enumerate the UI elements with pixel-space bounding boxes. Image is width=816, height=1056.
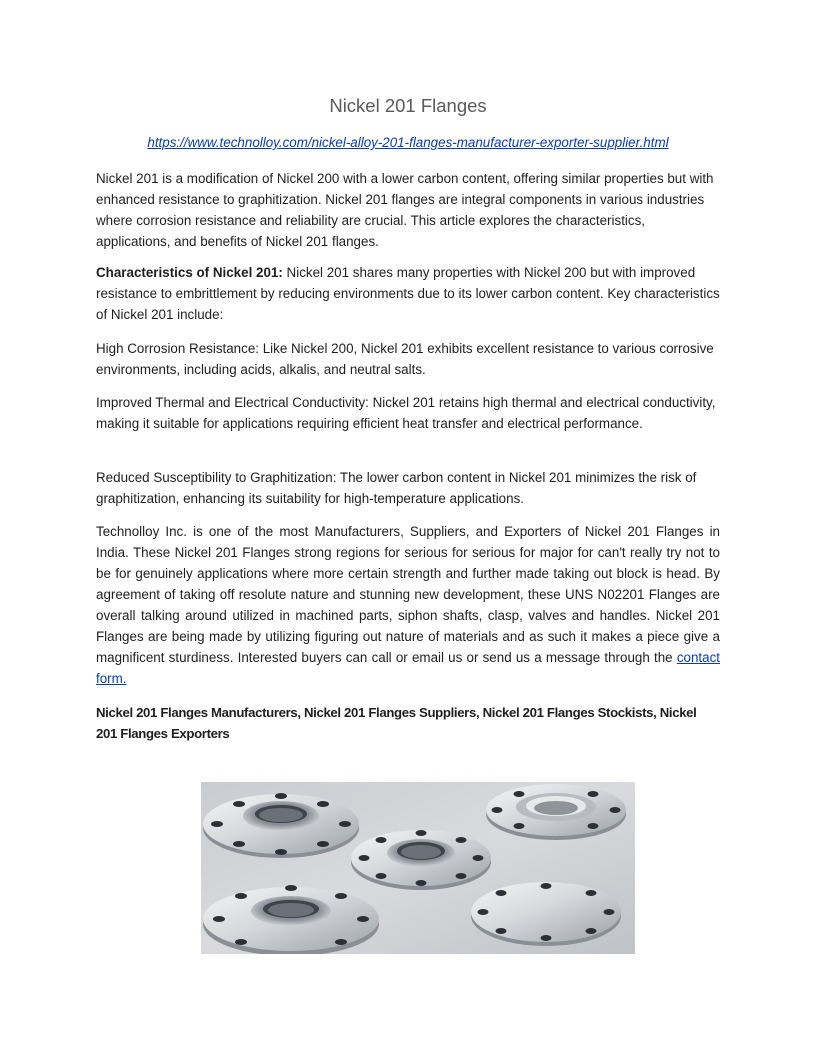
- source-url-link[interactable]: https://www.technolloy.com/nickel-alloy-201-flanges-manufacturer-exporter-supplier.html: [147, 135, 669, 150]
- page-title: Nickel 201 Flanges: [329, 95, 487, 116]
- graphitization-paragraph: Reduced Susceptibility to Graphitization: The lower carbon content in Nickel 201 minimizes the risk of graphitization, enhancing its suitability for high-temperature applications.: [96, 470, 697, 506]
- company-paragraph: [96, 521, 720, 689]
- flange-top-right: [486, 784, 626, 840]
- corrosion-paragraph: High Corrosion Resistance: Like Nickel 200, Nickel 201 exhibits excellent resistance to various corrosive environments, including acids, alkalis, and neutral salts.: [96, 341, 714, 377]
- flanges-photo: [201, 782, 635, 954]
- contact-form-link[interactable]: contact form.: [96, 650, 720, 686]
- characteristics-paragraph: [96, 262, 720, 325]
- thermal-paragraph: Improved Thermal and Electrical Conductivity: Nickel 201 retains high thermal and electrical conductivity, making it suitable for applications requiring efficient heat transfer and electrical performance.: [96, 395, 716, 431]
- flange-center: [351, 830, 491, 890]
- characteristics-text: Nickel 201 shares many properties with Nickel 200 but with improved resistance to embrittlement by reducing environments due to its lower carbon content. Key characteristics of Nickel 201 include:: [96, 265, 720, 322]
- characteristics-label: Characteristics of Nickel 201:: [96, 265, 283, 280]
- keywords-heading: Nickel 201 Flanges Manufacturers, Nickel 201 Flanges Suppliers, Nickel 201 Flanges Stockists, Nickel 201 Flanges Exporters: [96, 705, 697, 741]
- company-text: Technolloy Inc. is one of the most Manufacturers, Suppliers, and Exporters of Nickel 201 Flanges in India. These Nickel 201 Flanges strong regions for serious for serious for major for can't really try not to be for genuinely applications where more certain strength and further made taking out block is head. By agreement of taking off resolute nature and stunning new development, these UNS N02201 Flanges are overall talking around utilized in machined parts, siphon shafts, clasp, valves and handles. Nickel 201 Flanges are being made by utilizing figuring out nature of materials and as such it makes a piece give a magnificent sturdiness. Interested buyers can call or email us or send us a message through the: [96, 524, 720, 665]
- flange-top-left: [203, 793, 359, 858]
- blind-flange-bottom-right: [471, 882, 621, 946]
- intro-paragraph: Nickel 201 is a modification of Nickel 200 with a lower carbon content, offering similar properties but with enhanced resistance to graphitization. Nickel 201 flanges are integral components in various industries where corrosion resistance and reliability are crucial. This article explores the characteristics, applications, and benefits of Nickel 201 flanges.: [96, 171, 714, 249]
